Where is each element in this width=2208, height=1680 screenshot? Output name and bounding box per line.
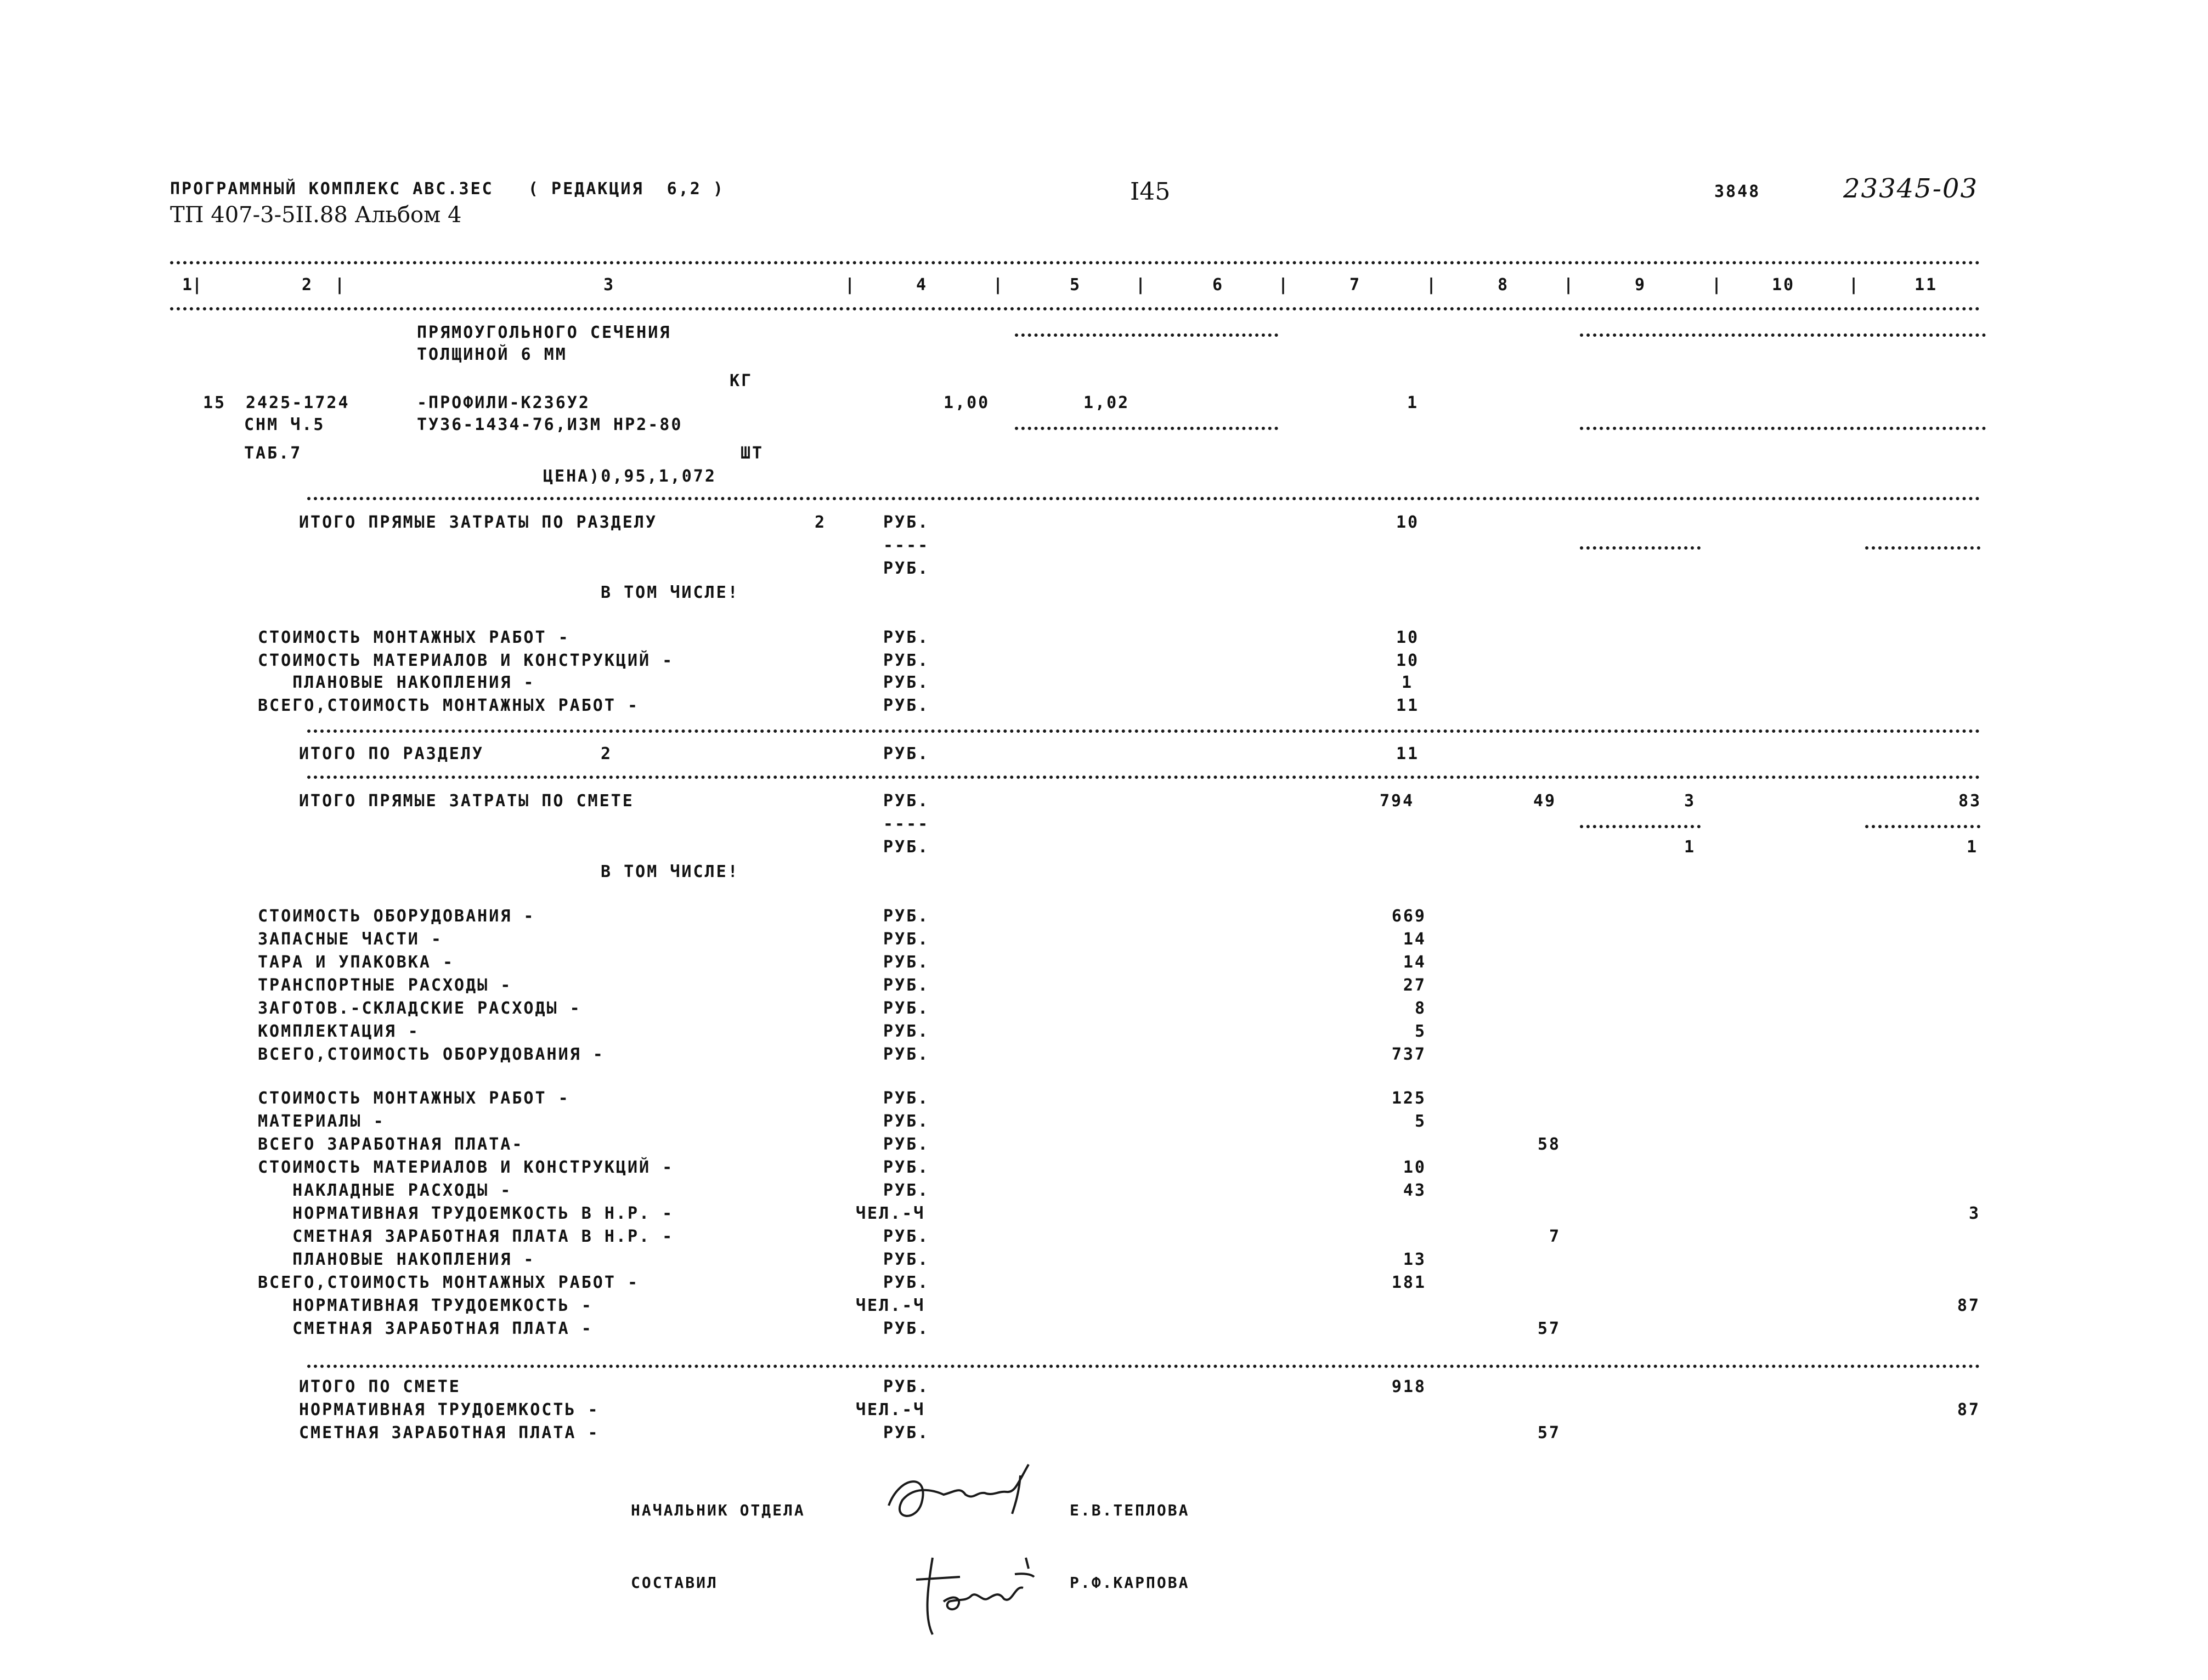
- row-col7-value: 27: [1403, 976, 1426, 995]
- row-label: ВСЕГО,СТОИМОСТЬ МОНТАЖНЫХ РАБОТ -: [258, 1273, 640, 1292]
- item-col5: 1,02: [1083, 393, 1130, 412]
- unit-rub: РУБ.: [883, 673, 930, 692]
- row-unit: РУБ.: [883, 1227, 930, 1246]
- row-col11-value: 87: [1957, 1296, 1980, 1315]
- row-label: ТАРА И УПАКОВКА -: [258, 953, 455, 972]
- row-label: НАКЛАДНЫЕ РАСХОДЫ -: [258, 1181, 512, 1200]
- row-unit: РУБ.: [883, 1045, 930, 1064]
- unit-rub: РУБ.: [883, 651, 930, 670]
- col-divider: |: [1136, 275, 1148, 295]
- project-line: ТП 407-3-5II.88 Альбом 4: [170, 202, 462, 228]
- row-col7-value: 13: [1403, 1250, 1426, 1269]
- table-rule: [307, 776, 1980, 779]
- row-unit: РУБ.: [883, 1089, 930, 1108]
- col-num-2: 2: [302, 275, 314, 295]
- col-num-3: 3: [603, 275, 615, 295]
- row-col8-value: 57: [1537, 1423, 1561, 1443]
- cell-dash: [1580, 333, 1986, 337]
- row-unit: РУБ.: [883, 1319, 930, 1338]
- row-label: МАТЕРИАЛЫ -: [258, 1112, 385, 1131]
- col-num-4: 4: [916, 275, 928, 295]
- table-rule: [307, 729, 1980, 733]
- estimate-direct-col9-second: 1: [1684, 838, 1696, 857]
- row-col7-value: 14: [1403, 930, 1426, 949]
- col-num-7: 7: [1349, 275, 1362, 295]
- col-divider: |: [1712, 275, 1724, 295]
- row-label: СТОИМОСТЬ МАТЕРИАЛОВ И КОНСТРУКЦИЙ -: [258, 1158, 674, 1177]
- estimate-direct-col11-second: 1: [1967, 838, 1979, 857]
- section-row-label: ПЛАНОВЫЕ НАКОПЛЕНИЯ -: [258, 673, 535, 692]
- row-label: ИТОГО ПО СМЕТЕ: [299, 1377, 461, 1396]
- including-heading: В ТОМ ЧИСЛЕ!: [601, 862, 739, 881]
- compiled-signature: [911, 1547, 1070, 1645]
- item-name: -ПРОФИЛИ-К236У2: [417, 393, 590, 412]
- row-label: СТОИМОСТЬ ОБОРУДОВАНИЯ -: [258, 907, 535, 926]
- estimate-direct-col11: 83: [1958, 791, 1982, 811]
- row-col7-value: 5: [1414, 1022, 1426, 1041]
- col-divider: |: [845, 275, 857, 295]
- row-label: СТОИМОСТЬ МОНТАЖНЫХ РАБОТ -: [258, 1089, 570, 1108]
- row-label: ВСЕГО,СТОИМОСТЬ ОБОРУДОВАНИЯ -: [258, 1045, 605, 1064]
- row-label: СМЕТНАЯ ЗАРАБОТНАЯ ПЛАТА -: [258, 1319, 593, 1338]
- unit-rub: РУБ.: [883, 791, 930, 811]
- row-unit: РУБ.: [883, 1423, 930, 1443]
- item-col7: 1: [1407, 393, 1419, 412]
- col-divider: |: [1426, 275, 1438, 295]
- section-row-value: 11: [1396, 696, 1420, 715]
- row-unit: РУБ.: [883, 1022, 930, 1041]
- section-row-value: 10: [1396, 628, 1420, 647]
- table-rule: [170, 261, 1980, 264]
- row-col7-value: 5: [1414, 1112, 1426, 1131]
- col-num-5: 5: [1070, 275, 1082, 295]
- cell-dash: [1580, 825, 1701, 828]
- item-code: 2425-1724: [246, 393, 350, 412]
- row-col11-value: 87: [1957, 1400, 1980, 1419]
- row-unit: РУБ.: [883, 1158, 930, 1177]
- cell-dash: [1865, 825, 1980, 828]
- row-label: НОРМАТИВНАЯ ТРУДОЕМКОСТЬ -: [258, 1296, 593, 1315]
- unit-kg: КГ: [730, 371, 753, 391]
- col-num-10: 10: [1772, 275, 1795, 295]
- cell-dash: [1865, 546, 1980, 550]
- estimate-direct-label: ИТОГО ПРЯМЫЕ ЗАТРАТЫ ПО СМЕТЕ: [299, 791, 634, 811]
- compiled-name: Р.Ф.КАРПОВА: [1070, 1574, 1190, 1592]
- row-unit: РУБ.: [883, 930, 930, 949]
- row-col11-value: 3: [1968, 1204, 1980, 1223]
- section-row-label: СТОИМОСТЬ МАТЕРИАЛОВ И КОНСТРУКЦИЙ -: [258, 651, 674, 670]
- row-col7-value: 181: [1391, 1273, 1426, 1292]
- row-label: ВСЕГО ЗАРАБОТНАЯ ПЛАТА-: [258, 1135, 524, 1154]
- row-label: НОРМАТИВНАЯ ТРУДОЕМКОСТЬ В Н.Р. -: [258, 1204, 674, 1223]
- unit-rub-dash: ----: [883, 536, 930, 555]
- section-total-value: 11: [1396, 744, 1420, 763]
- row-col8-value: 7: [1549, 1227, 1561, 1246]
- row-col7-value: 43: [1403, 1181, 1426, 1200]
- head-name: Е.В.ТЕПЛОВА: [1070, 1501, 1190, 1519]
- item-desc-line1: ПРЯМОУГОЛЬНОГО СЕЧЕНИЯ: [417, 323, 671, 342]
- item-price: ЦЕНА)0,95,1,072: [543, 467, 716, 486]
- unit-rub: РУБ.: [883, 513, 930, 532]
- row-label: СМЕТНАЯ ЗАРАБОТНАЯ ПЛАТА -: [299, 1423, 600, 1443]
- row-label: СМЕТНАЯ ЗАРАБОТНАЯ ПЛАТА В Н.Р. -: [258, 1227, 674, 1246]
- row-label: НОРМАТИВНАЯ ТРУДОЕМКОСТЬ -: [299, 1400, 600, 1419]
- section-total-label: ИТОГО ПО РАЗДЕЛУ: [299, 744, 484, 763]
- col-divider: |: [1563, 275, 1575, 295]
- doc-number: 23345-03: [1843, 173, 1978, 204]
- row-unit: РУБ.: [883, 953, 930, 972]
- row-unit: ЧЕЛ.-Ч: [856, 1204, 925, 1223]
- row-unit: РУБ.: [883, 1377, 930, 1396]
- estimate-direct-col7: 794: [1380, 791, 1415, 811]
- item-smn: СНМ Ч.5: [244, 415, 325, 434]
- compiled-title: СОСТАВИЛ: [631, 1574, 718, 1592]
- section-row-label: СТОИМОСТЬ МОНТАЖНЫХ РАБОТ -: [258, 628, 570, 647]
- unit-sht: ШТ: [741, 444, 764, 463]
- unit-rub: РУБ.: [883, 838, 930, 857]
- program-line: ПРОГРАММНЫЙ КОМПЛЕКС АВС.3ЕС ( РЕДАКЦИЯ 6,2 ): [170, 179, 725, 199]
- unit-rub-dash: ----: [883, 814, 930, 834]
- unit-rub: РУБ.: [883, 696, 930, 715]
- cell-dash: [1015, 427, 1278, 430]
- row-label: ЗАГОТОВ.-СКЛАДСКИЕ РАСХОДЫ -: [258, 999, 581, 1018]
- col-num-1: 1: [182, 275, 194, 295]
- section-direct-label: ИТОГО ПРЯМЫЕ ЗАТРАТЫ ПО РАЗДЕЛУ: [299, 513, 657, 532]
- row-unit: ЧЕЛ.-Ч: [856, 1400, 925, 1419]
- row-col7-value: 125: [1391, 1089, 1426, 1108]
- section-direct-number: 2: [815, 513, 827, 532]
- section-total-number: 2: [601, 744, 613, 763]
- row-unit: РУБ.: [883, 1135, 930, 1154]
- col-num-11: 11: [1915, 275, 1938, 295]
- estimate-direct-col8: 49: [1533, 791, 1557, 811]
- estimate-direct-col9: 3: [1684, 791, 1696, 811]
- row-col7-value: 8: [1414, 999, 1426, 1018]
- row-label: ТРАНСПОРТНЫЕ РАСХОДЫ -: [258, 976, 512, 995]
- row-unit: РУБ.: [883, 1181, 930, 1200]
- row-label: ПЛАНОВЫЕ НАКОПЛЕНИЯ -: [258, 1250, 535, 1269]
- cell-dash: [1580, 546, 1701, 550]
- page-number: I45: [1130, 178, 1171, 206]
- col-divider: |: [1849, 275, 1861, 295]
- head-title: НАЧАЛЬНИК ОТДЕЛА: [631, 1501, 805, 1519]
- row-unit: РУБ.: [883, 976, 930, 995]
- row-col7-value: 737: [1391, 1045, 1426, 1064]
- section-row-label: ВСЕГО,СТОИМОСТЬ МОНТАЖНЫХ РАБОТ -: [258, 696, 640, 715]
- item-qty: 1,00: [944, 393, 990, 412]
- row-col7-value: 669: [1391, 907, 1426, 926]
- row-col8-value: 57: [1537, 1319, 1561, 1338]
- including-heading: В ТОМ ЧИСЛЕ!: [601, 583, 739, 602]
- row-col8-value: 58: [1537, 1135, 1561, 1154]
- cell-dash: [1580, 427, 1986, 430]
- doc-code: 3848: [1714, 182, 1761, 201]
- item-tu: ТУ36-1434-76,ИЗМ НР2-80: [417, 415, 683, 434]
- table-rule: [307, 1365, 1980, 1368]
- row-unit: РУБ.: [883, 999, 930, 1018]
- col-divider: |: [192, 275, 204, 295]
- row-unit: РУБ.: [883, 1273, 930, 1292]
- head-signature: [878, 1453, 1042, 1536]
- row-col7-value: 918: [1391, 1377, 1426, 1396]
- row-unit: РУБ.: [883, 1112, 930, 1131]
- item-desc-line2: ТОЛЩИНОЙ 6 ММ: [417, 345, 567, 364]
- col-divider: |: [1278, 275, 1290, 295]
- unit-rub: РУБ.: [883, 628, 930, 647]
- table-rule: [170, 307, 1980, 310]
- row-label: КОМПЛЕКТАЦИЯ -: [258, 1022, 420, 1041]
- col-num-6: 6: [1212, 275, 1224, 295]
- item-number: 15: [203, 393, 227, 412]
- col-num-9: 9: [1635, 275, 1647, 295]
- unit-rub: РУБ.: [883, 744, 930, 763]
- col-num-8: 8: [1498, 275, 1510, 295]
- row-label: ЗАПАСНЫЕ ЧАСТИ -: [258, 930, 443, 949]
- unit-rub: РУБ.: [883, 559, 930, 578]
- table-rule: [307, 497, 1980, 500]
- cell-dash: [1015, 333, 1278, 337]
- column-header-row: [170, 277, 1980, 299]
- row-unit: ЧЕЛ.-Ч: [856, 1296, 925, 1315]
- col-divider: |: [335, 275, 347, 295]
- item-tab: ТАБ.7: [244, 444, 302, 463]
- row-unit: РУБ.: [883, 907, 930, 926]
- row-col7-value: 14: [1403, 953, 1426, 972]
- section-row-value: 1: [1402, 673, 1414, 692]
- col-divider: |: [993, 275, 1005, 295]
- row-col7-value: 10: [1403, 1158, 1426, 1177]
- section-direct-value: 10: [1396, 513, 1420, 532]
- row-unit: РУБ.: [883, 1250, 930, 1269]
- section-row-value: 10: [1396, 651, 1420, 670]
